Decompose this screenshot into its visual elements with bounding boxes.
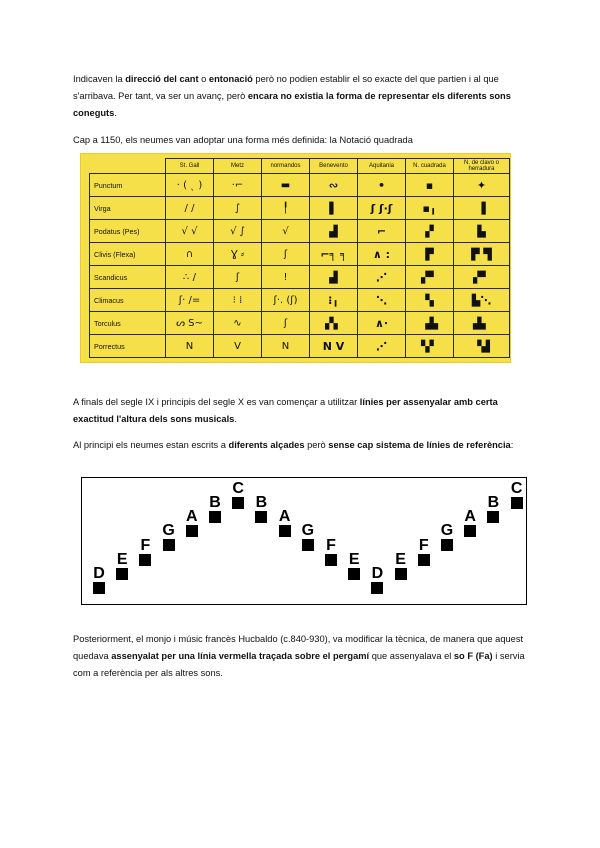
note-square xyxy=(93,582,105,594)
note-square xyxy=(441,539,453,551)
neume-symbol: ⌐╕ ╕ xyxy=(310,243,358,266)
note-letter: E xyxy=(348,550,360,568)
note-letter: B xyxy=(209,494,221,511)
neume-symbol: ▙ xyxy=(454,220,510,243)
table-row xyxy=(90,266,510,289)
neume-symbol: ∫ xyxy=(214,197,262,220)
row-label: Porrectus xyxy=(90,335,166,358)
neume-symbol: ▚ xyxy=(406,289,454,312)
neume-symbol: ʃ xyxy=(262,243,310,266)
neume-symbol: ▙⋱ xyxy=(454,289,510,312)
neume-symbol: ∴ / xyxy=(166,266,214,289)
text-span: però no podien establir el so exacte del que partien i al que s'arribava. Per tant, va ser un avanç, però xyxy=(73,74,499,101)
neume-symbol: ▟ xyxy=(310,220,358,243)
note-letter: A xyxy=(464,508,476,526)
neume-symbol: ∩ xyxy=(166,243,214,266)
paragraph-intro xyxy=(73,71,531,122)
neume-symbol: ⁝╻ xyxy=(310,289,358,312)
note-square xyxy=(302,539,314,551)
neume-symbol: ▪ xyxy=(406,174,454,197)
text-span: Indicaven la xyxy=(73,74,126,84)
note-square xyxy=(255,511,267,523)
row-label: Punctum xyxy=(90,174,166,197)
column-header: N. de clavo o herradura xyxy=(454,159,510,174)
note-square xyxy=(487,511,499,523)
note-letter: B xyxy=(255,494,268,511)
neume-symbol: ʃ ʃ·ʃ xyxy=(358,197,406,220)
table-row xyxy=(90,243,510,266)
note-square xyxy=(511,497,523,509)
neume-symbol: ╿ xyxy=(262,197,310,220)
neume-symbol: ▞▘ xyxy=(406,266,454,289)
note-square xyxy=(209,511,221,523)
neume-symbol: · ( ˎ ) xyxy=(166,174,214,197)
neume-symbol: N xyxy=(262,335,310,358)
neume-symbol: ▌ xyxy=(310,197,358,220)
neume-symbol: ⋰ xyxy=(358,335,406,358)
table-row xyxy=(90,289,510,312)
neume-symbol: ▞▖ xyxy=(310,312,358,335)
table-row xyxy=(90,335,510,358)
note-letter: D xyxy=(93,565,105,582)
table-row xyxy=(90,312,510,335)
neume-symbol: ᔕ S~ xyxy=(166,312,214,335)
neume-symbol: ▗▙ xyxy=(406,312,454,335)
text-span: A finals del segle IX i principis del segle X es van començar a utilitzar xyxy=(73,397,360,407)
neume-notation-table xyxy=(81,154,510,362)
table-header-row xyxy=(90,159,510,174)
neume-symbol: ∧∙ xyxy=(358,312,406,335)
note-square xyxy=(139,554,151,566)
neume-symbol: ▛ ▜ xyxy=(454,243,510,266)
neume-symbol: ▝▟ xyxy=(454,335,510,358)
neume-symbol: N xyxy=(166,335,214,358)
bold-text: direcció del cant xyxy=(125,74,199,84)
note-square xyxy=(163,539,175,551)
neume-symbol: • xyxy=(358,174,406,197)
bold-text: línies per assenyalar amb certa exactitud l'altura dels sons musicals xyxy=(73,397,498,424)
row-label: Podatus (Pes) xyxy=(90,220,166,243)
neume-symbol: ▗▘ xyxy=(406,220,454,243)
neume-symbol: ⌐ xyxy=(358,220,406,243)
note-letter: A xyxy=(186,508,198,526)
column-header: Benevento xyxy=(310,159,358,174)
paragraph-lines xyxy=(73,394,531,428)
text-span: que assenyalava el xyxy=(369,651,454,661)
note-letter: C xyxy=(232,479,244,497)
note-letter: A xyxy=(278,508,291,526)
text-span: i servia com a referència per als altres sons. xyxy=(73,651,525,678)
text-span: o xyxy=(198,74,209,84)
neume-symbol: ʃ xyxy=(262,312,310,335)
note-square xyxy=(186,525,198,537)
neume-symbol: ▟ xyxy=(310,266,358,289)
neume-symbol: √ xyxy=(262,220,310,243)
note-square xyxy=(279,525,291,537)
neume-symbol: ʃ xyxy=(214,266,262,289)
table-row xyxy=(90,197,510,220)
bold-text: assenyalat per una línia vermella traçada sobre el pergamí xyxy=(111,651,370,661)
column-header: N. cuadrada xyxy=(406,159,454,174)
neume-symbol: Ɣ ⸗ xyxy=(214,243,262,266)
neume-symbol: ⋰ xyxy=(358,266,406,289)
bold-text: so F (Fa) xyxy=(453,651,493,661)
row-label: Clivis (Flexa) xyxy=(90,243,166,266)
neume-symbol: ʃ· /= xyxy=(166,289,214,312)
column-header: normandos xyxy=(262,159,310,174)
table-corner xyxy=(90,159,166,174)
table-row xyxy=(90,174,510,197)
note-letter: G xyxy=(301,522,315,540)
note-letter: E xyxy=(116,550,128,568)
note-square xyxy=(232,497,244,509)
note-square xyxy=(464,525,476,537)
table-row xyxy=(90,220,510,243)
text-span: . xyxy=(234,414,237,424)
text-span: . xyxy=(114,108,117,118)
note-square xyxy=(348,568,360,580)
column-header: Aquitania xyxy=(358,159,406,174)
neume-symbol: ▟▖ xyxy=(454,312,510,335)
note-letter: F xyxy=(418,536,429,554)
text-span: però xyxy=(304,440,329,450)
neume-symbol: V xyxy=(214,335,262,358)
note-square xyxy=(116,568,128,580)
neume-symbol: ▛ xyxy=(406,243,454,266)
note-letter: G xyxy=(440,522,454,540)
note-letter: B xyxy=(487,494,500,511)
neume-symbol: N V xyxy=(310,335,358,358)
neume-symbol: ʃ·. (ʃ) xyxy=(262,289,310,312)
note-square xyxy=(371,582,383,594)
neume-symbol: ⋱ xyxy=(358,289,406,312)
text-span: : xyxy=(510,440,514,450)
neume-symbol: ! xyxy=(262,266,310,289)
bold-text: encara no existia la forma de representar els diferents sons coneguts xyxy=(73,91,511,118)
row-label: Torculus xyxy=(90,312,166,335)
note-letter: F xyxy=(140,536,151,554)
note-letter: G xyxy=(162,522,175,540)
note-square xyxy=(418,554,430,566)
text-span: Posteriorment, el monjo i músic francès Hucbaldo (c.840-930), va modificar la tècnica, de manera que aquest quedava xyxy=(73,634,524,661)
neume-symbol: ▐ xyxy=(454,197,510,220)
neume-symbol: ▚▘ xyxy=(406,335,454,358)
note-square xyxy=(395,568,407,580)
column-header: St. Gall xyxy=(166,159,214,174)
text-span: Al principi els neumes estan escrits a xyxy=(73,440,229,450)
neume-symbol: ∧ : xyxy=(358,243,406,266)
neume-symbol: ▞▘ xyxy=(454,266,510,289)
neume-symbol: ⁝ ⁞ xyxy=(214,289,262,312)
paragraph-square-notation: Cap a 1150, els neumes van adoptar una forma més definida: la Notació quadrada xyxy=(73,135,413,145)
neume-symbol: ·⌐ xyxy=(214,174,262,197)
neume-symbol: ▬ xyxy=(262,174,310,197)
bold-text: diferents alçades xyxy=(228,440,305,450)
neume-symbol: / / xyxy=(166,197,214,220)
neume-symbol: ∾ xyxy=(310,174,358,197)
note-letter: D xyxy=(371,565,384,582)
column-header: Metz xyxy=(214,159,262,174)
row-label: Scandicus xyxy=(90,266,166,289)
neume-symbol: √ √ xyxy=(166,220,214,243)
note-letter: E xyxy=(395,550,406,568)
bold-text: entonació xyxy=(208,74,253,84)
neume-symbol: ✦ xyxy=(454,174,510,197)
row-label: Climacus xyxy=(90,289,166,312)
neume-symbol: √ ∫ xyxy=(214,220,262,243)
bold-text: sense cap sistema de línies de referència xyxy=(328,440,511,450)
neume-symbol: ▪╻ xyxy=(406,197,454,220)
note-letter: F xyxy=(326,536,336,554)
paragraph-hucbaldo xyxy=(73,631,531,682)
paragraph-heights xyxy=(73,437,531,454)
neume-symbol: ∿ xyxy=(214,312,262,335)
staffless-neume-figure xyxy=(81,477,527,605)
row-label: Virga xyxy=(90,197,166,220)
note-letter: C xyxy=(510,479,523,497)
note-square xyxy=(325,554,337,566)
